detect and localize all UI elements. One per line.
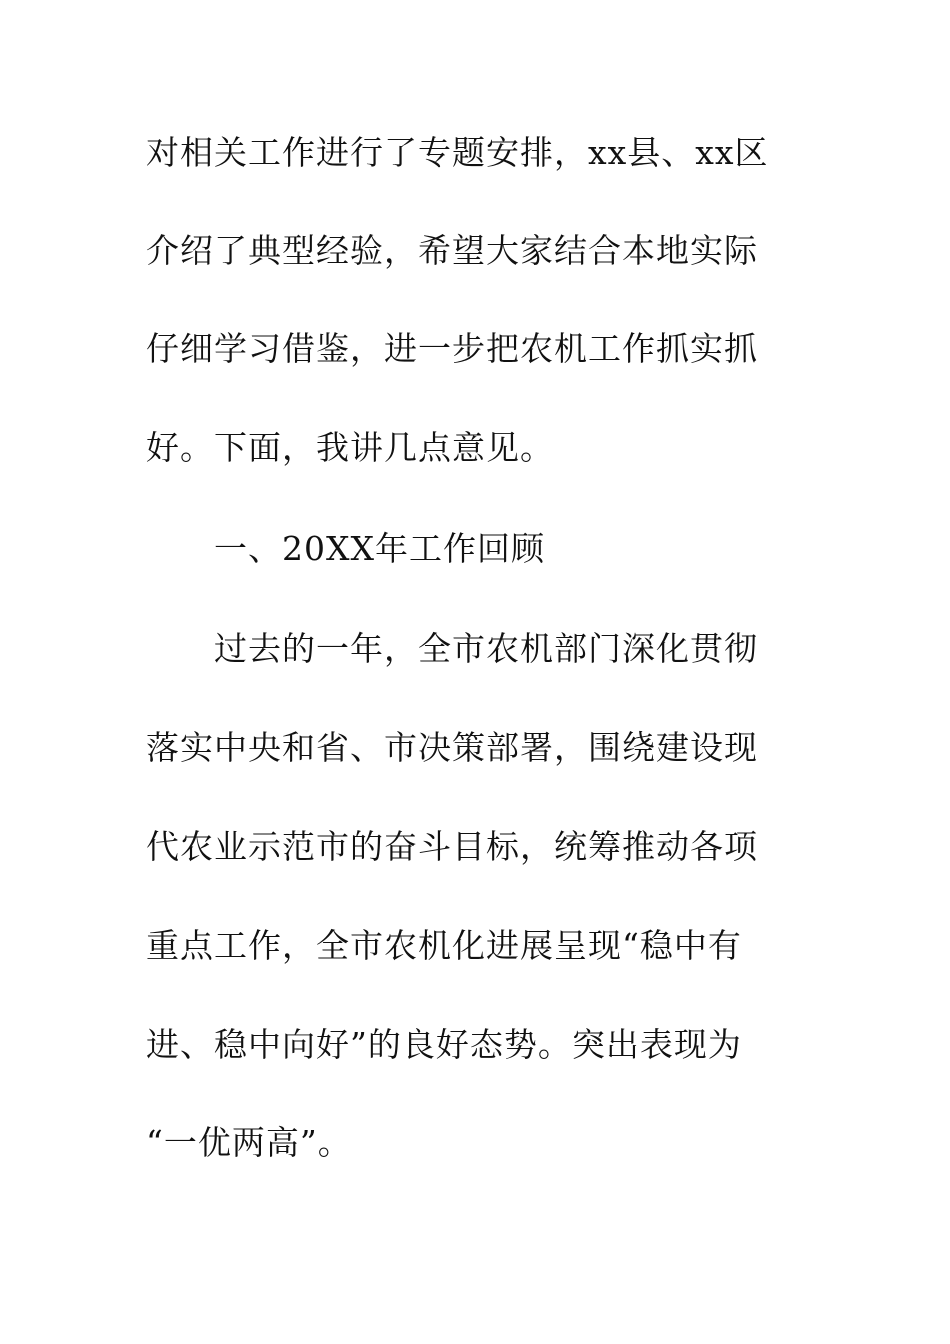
body-text-line: 重点工作，全市农机化进展呈现“稳中有 xyxy=(146,926,742,965)
body-text-line: 进、稳中向好”的良好态势。突出表现为 xyxy=(146,1025,742,1064)
body-text-line: 落实中央和省、市决策部署，围绕建设现 xyxy=(146,728,758,767)
body-text-line: 介绍了典型经验，希望大家结合本地实际 xyxy=(146,231,758,270)
body-text-line: 好。下面，我讲几点意见。 xyxy=(146,428,554,467)
body-text-line: 对相关工作进行了专题安排，xx县、xx区 xyxy=(146,133,769,172)
body-text-line: 代农业示范市的奋斗目标，统筹推动各项 xyxy=(146,827,758,866)
body-text-line: 过去的一年，全市农机部门深化贯彻 xyxy=(214,629,758,668)
body-text-line: “一优两高”。 xyxy=(146,1123,352,1162)
body-text-line: 仔细学习借鉴，进一步把农机工作抓实抓 xyxy=(146,329,758,368)
section-heading: 一、20XX年工作回顾 xyxy=(214,529,545,568)
